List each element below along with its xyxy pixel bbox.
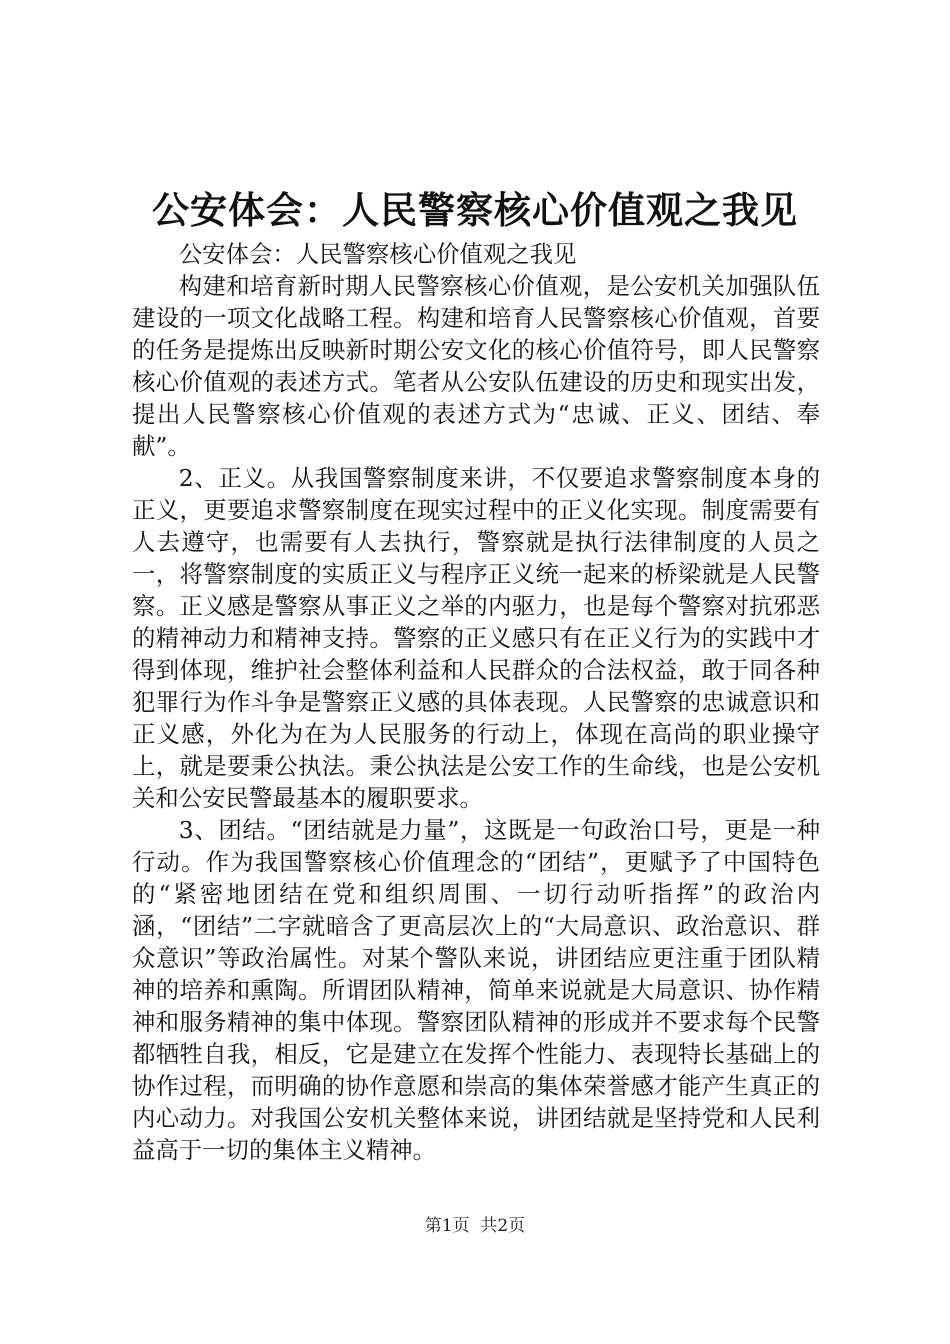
justice-paragraph: 2、正义。从我国警察制度来讲，不仅要追求警察制度本身的正义，更要追求警察制度在现实过程中的正义化实现。制度需要有人去遵守，也需要有人去执行，警察就是执行法律制度的人员之一，将警察制度的实质正义与程序正义统一起来的桥梁就是人民警察。正义感是警察从事正义之举的内驱力，也是每个警察对抗邪恶的精神动力和精神支持。警察的正义感只有在正义行为的实践中才得到体现，维护社会整体利益和人民群众的合法权益，敢于同各种犯罪行为作斗争是警察正义感的具体表现。人民警察的忠诚意识和正义感，外化为在为人民服务的行动上，体现在高尚的职业操守上，就是要秉公执法。秉公执法是公安工作的生命线，也是公安机关和公安民警最基本的履职要求。 bbox=[132, 464, 820, 812]
intro-paragraph: 构建和培育新时期人民警察核心价值观，是公安机关加强队伍建设的一项文化战略工程。构建和培育人民警察核心价值观，首要的任务是提炼出反映新时期公安文化的核心价值符号，即人民警察核心价值观的表述方式。笔者从公安队伍建设的历史和现实出发，提出人民警察核心价值观的表述方式为“忠诚、正义、团结、奉献”。 bbox=[132, 272, 820, 460]
document-title: 公安体会：人民警察核心价值观之我见 bbox=[152, 188, 798, 232]
document-body bbox=[132, 238, 820, 1166]
page-footer bbox=[0, 1214, 950, 1238]
page-total: 共2页 bbox=[480, 1216, 526, 1236]
subtitle-paragraph: 公安体会：人民警察核心价值观之我见 bbox=[178, 240, 577, 268]
unity-paragraph: 3、团结。“团结就是力量”，这既是一句政治口号，更是一种行动。作为我国警察核心价值理念的“团结”，更赋予了中国特色的“紧密地团结在党和组织周围、一切行动听指挥”的政治内涵，“团结”二字就暗含了更高层次上的“大局意识、政治意识、群众意识”等政治属性。对某个警队来说，讲团结应更注重于团队精神的培养和熏陶。所谓团队精神，简单来说就是大局意识、协作精神和服务精神的集中体现。警察团队精神的形成并不要求每个民警都牺牲自我，相反，它是建立在发挥个性能力、表现特长基础上的协作过程，而明确的协作意愿和崇高的集体荣誉感才能产生真正的内心动力。对我国公安机关整体来说，讲团结就是坚持党和人民利益高于一切的集体主义精神。 bbox=[132, 816, 820, 1164]
page-number: 第1页 bbox=[424, 1216, 470, 1236]
